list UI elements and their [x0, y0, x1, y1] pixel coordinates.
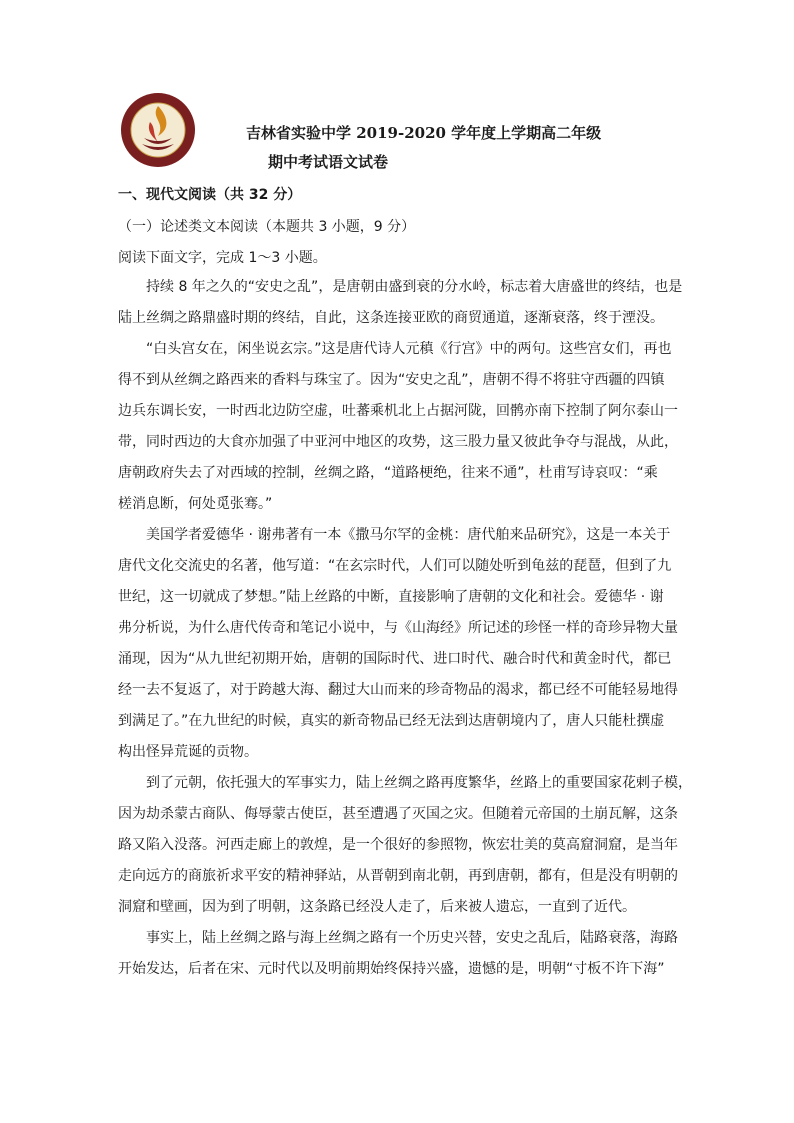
- passage-line: 到满足了。”在九世纪的时候，真实的新奇物品已经无法到达唐朝境内了，唐人只能杜撰虚: [118, 713, 665, 729]
- paragraph-1: [118, 272, 693, 334]
- school-logo: [120, 92, 196, 168]
- reading-instruction: 阅读下面文字，完成 1～3 小题。: [118, 250, 327, 266]
- exam-title-line2: 期中考试语文试卷: [268, 153, 389, 171]
- paragraph-3: [118, 520, 693, 768]
- passage-line: 经一去不复返了，对于跨越大海、翻过大山而来的珍奇物品的渴求，都已经不可能轻易地得: [118, 682, 678, 698]
- paragraph-4: [118, 768, 693, 923]
- exam-title-line1: 吉林省实验中学 2019-2020 学年度上学期高二年级: [246, 124, 602, 142]
- passage-line: 带，同时西边的大食亦加强了中亚河中地区的攻势，这三股力量又彼此争夺与混战，从此，: [118, 434, 678, 450]
- passage-line: 构出怪异荒诞的贡物。: [118, 744, 258, 760]
- passage-line: 事实上，陆上丝绸之路与海上丝绸之路有一个历史兴替，安史之乱后，陆路衰落，海路: [146, 930, 678, 946]
- passage-line: 美国学者爱德华 · 谢弗著有一本《撒马尔罕的金桃：唐代舶来品研究》，这是一本关于: [146, 527, 671, 543]
- passage-line: 唐代文化交流史的名著，他写道：“在玄宗时代，人们可以随处听到龟兹的琵琶，但到了九: [118, 558, 672, 574]
- passage-line: 持续 8 年之久的“安史之乱”，是唐朝由盛到衰的分水岭，标志着大唐盛世的终结，也是: [146, 279, 683, 295]
- passage-line: 得不到从丝绸之路西来的香料与珠宝了。因为“安史之乱”，唐朝不得不将驻守西疆的四镇: [118, 372, 665, 388]
- passage-line: 世纪，这一切就成了梦想。”陆上丝路的中断，直接影响了唐朝的文化和社会。爱德华 · 谢: [118, 589, 664, 605]
- passage-line: 弗分析说，为什么唐代传奇和笔记小说中，与《山海经》所记述的珍怪一样的奇珍异物大量: [118, 620, 678, 636]
- passage-line: 洞窟和壁画，因为到了明朝，这条路已经没人走了，后来被人遗忘，一直到了近代。: [118, 899, 636, 915]
- passage-line: 到了元朝，依托强大的军事实力，陆上丝绸之路再度繁华，丝路上的重要国家花剌子模，: [146, 775, 692, 791]
- reading-passage: [118, 272, 693, 985]
- passage-line: 边兵东调长安，一时西北边防空虚，吐蕃乘机北上占据河陇，回鹘亦南下控制了阿尔泰山一: [118, 403, 678, 419]
- passage-line: 路又陷入没落。河西走廊上的敦煌，是一个很好的参照物，恢宏壮美的莫高窟洞窟，是当年: [118, 837, 678, 853]
- paragraph-5: [118, 923, 693, 985]
- passage-line: 陆上丝绸之路鼎盛时期的终结，自此，这条连接亚欧的商贸通道，逐渐衰落，终于湮没。: [118, 310, 664, 326]
- passage-line: 因为劫杀蒙古商队、侮辱蒙古使臣，甚至遭遇了灭国之灾。但随着元帝国的土崩瓦解，这条: [118, 806, 678, 822]
- paragraph-2: [118, 334, 693, 520]
- passage-line: 涌现，因为“从九世纪初期开始，唐朝的国际时代、进口时代、融合时代和黄金时代，都已: [118, 651, 672, 667]
- section-heading: 一、现代文阅读（共 32 分）: [118, 187, 302, 203]
- section-subheading: （一）论述类文本阅读（本题共 3 小题，9 分）: [118, 219, 416, 235]
- passage-line: 槎消息断，何处觅张骞。”: [118, 496, 273, 512]
- passage-line: 走向远方的商旅祈求平安的精神驿站，从晋朝到南北朝，再到唐朝，都有，但是没有明朝的: [118, 868, 678, 884]
- passage-line: 开始发达，后者在宋、元时代以及明前期始终保持兴盛，遗憾的是，明朝“寸板不许下海”: [118, 961, 665, 977]
- passage-line: 唐朝政府失去了对西域的控制，丝绸之路，“道路梗绝，往来不通”，杜甫写诗哀叹：“乘: [118, 465, 658, 481]
- passage-line: “白头宫女在，闲坐说玄宗。”这是唐代诗人元稹《行宫》中的两句。这些宫女们，再也: [146, 341, 672, 357]
